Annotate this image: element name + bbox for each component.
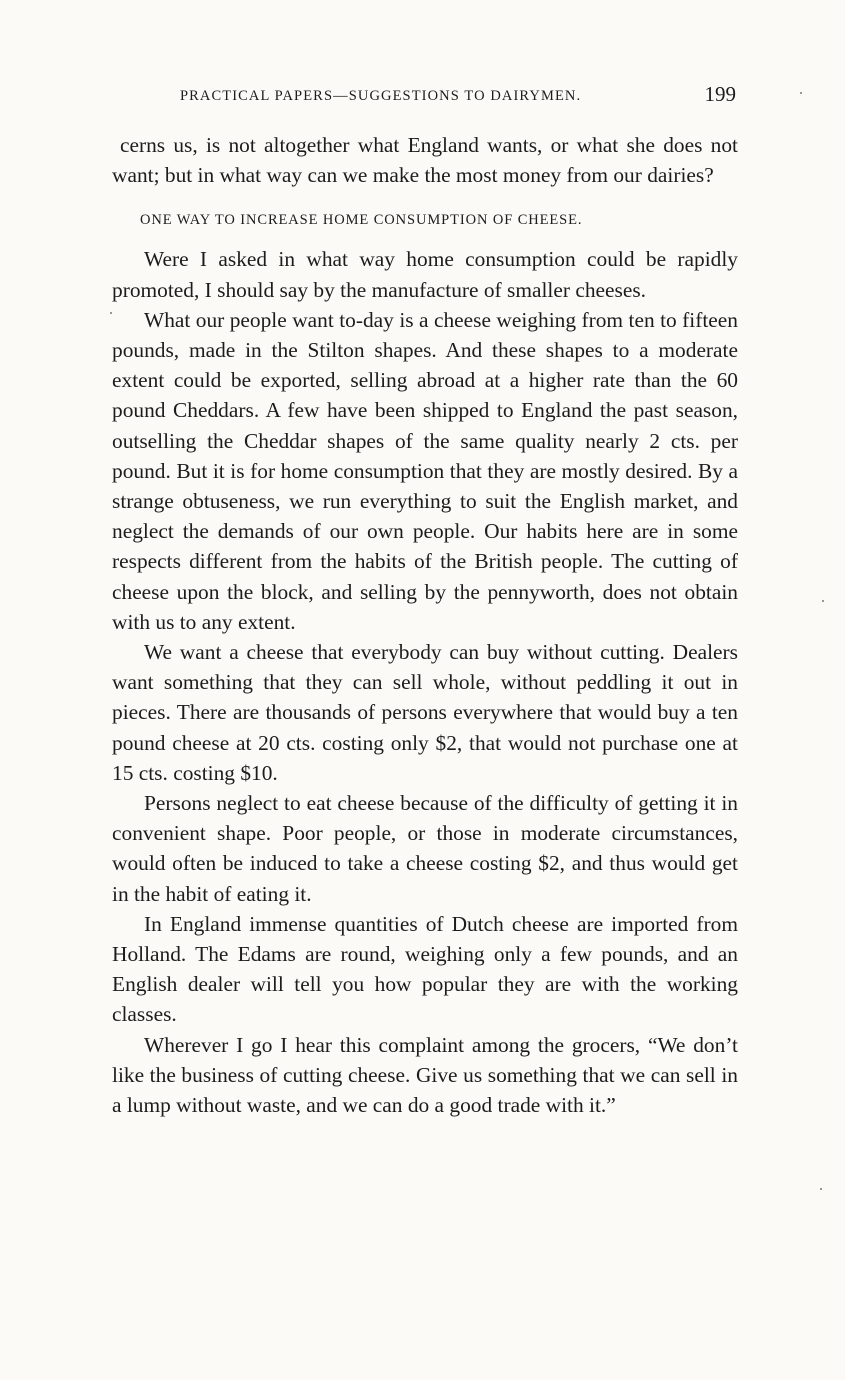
paragraph-3: We want a cheese that everybody can buy without cutting. Dealers want something that they can sell whole, without peddling it out in pieces. There are thousands of persons everywhere that would buy a ten pound cheese at 20 cts. costing only $2, that would not purchase one at 15 cts. costing $10. — [112, 640, 738, 785]
running-head — [180, 84, 740, 110]
section-heading: ONE WAY TO INCREASE HOME CONSUMPTION OF CHEESE. — [140, 212, 583, 229]
running-title: PRACTICAL PAPERS—SUGGESTIONS TO DAIRYMEN. — [180, 88, 582, 104]
body-text — [112, 130, 738, 1120]
paragraph-4: Persons neglect to eat cheese because of the difficulty of getting it in convenient shape. Poor people, or those in moderate circumstances, would often be induced to take a cheese costing $2, and thus would get in the habit of eating it. — [112, 791, 738, 906]
continuation-paragraph: cerns us, is not altogether what England wants, or what she does not want; but in what way can we make the most money from our dairies? — [112, 133, 738, 188]
paper-speck — [822, 600, 824, 602]
paper-speck — [820, 1188, 822, 1190]
paragraph-2: What our people want to-day is a cheese weighing from ten to fifteen pounds, made in the Stilton shapes. And these shapes to a moderate extent could be exported, selling abroad at a higher rate than the 60 pound Cheddars. A few have been shipped to England the past season, outselling the Cheddar shapes of the same quality nearly 2 cts. per pound. But it is for home consumption that they are mostly desired. By a strange obtuseness, we run everything to suit the English market, and neglect the demands of our own people. Our habits here are in some respects different from the habits of the British people. The cutting of cheese upon the block, and selling by the pennyworth, does not obtain with us to any extent. — [112, 307, 738, 634]
paragraph-6: Wherever I go I hear this complaint among the grocers, “We don’t like the business of cutting cheese. Give us something that we can sell in a lump without waste, and we can do a good trade with it.” — [112, 1032, 738, 1118]
paper-speck — [110, 312, 112, 314]
paper-speck — [800, 92, 802, 94]
paragraph-1: Were I asked in what way home consumption could be rapidly promoted, I should say by the manufacture of smaller cheeses. — [112, 247, 738, 302]
page-number: 199 — [704, 82, 736, 106]
paragraph-5: In England immense quantities of Dutch cheese are imported from Holland. The Edams are round, weighing only a few pounds, and an English dealer will tell you how popular they are with the working classes. — [112, 911, 738, 1027]
